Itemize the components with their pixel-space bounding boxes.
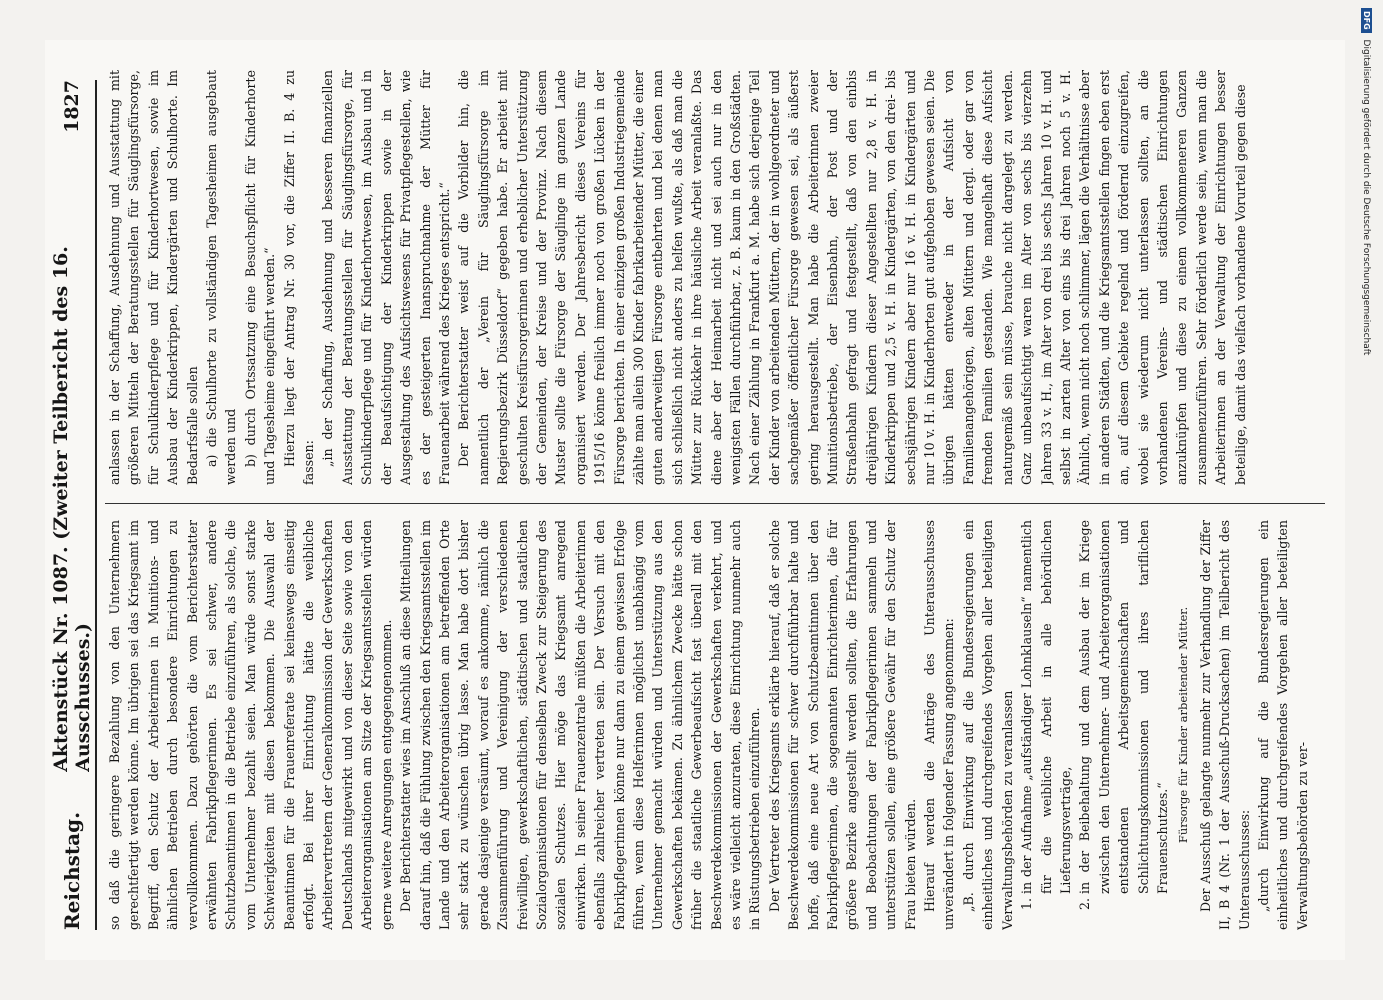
dfg-logo: DFG <box>1361 8 1372 33</box>
paragraph: Der Berichterstatter weist auf die Vorbilder hin, die namentlich der „Verein für Säuglingsfürsorge im Regierungsbezirk Düsseldorf“ gegeben habe. Er arbeitet mit geschulten Kreisfürsorgerinnen und erheblicher Unterstützung der Gemeinden, der Kreise und der Provinz. Nach diesem Muster sollte die Fürsorge der Säuglinge im ganzen Lande organisiert werden. Der Jahresbericht dieses Vereins für 1915/16 könne freilich immer noch von großen Lücken in der Fürsorge berichten. In einer einzigen großen Industriegemeinde zählte man allein 300 Kinder fabrikarbeitender Mütter, die einer guten anderweitigen Fürsorge entbehrten und bei denen man sich schließlich nicht anders zu helfen wußte, als daß man die Mütter zur Rückkehr in ihre häusliche Arbeit veranlaßte. Das diene aber der Heimarbeit nicht und sei auch nur in den wenigsten Fällen durchführbar, z. B. kaum in den Großstädten. Nach einer Zählung in Frankfurt a. M. habe sich derjenige Teil der Kinder von arbeitenden Müttern, der in wohlgeordneter und sachgemäßer öffentlicher Fürsorge gewesen sei, als äußerst gering herausgestellt. Man habe die Arbeiterinnen zweier Munitionsbetriebe, der Eisenbahn, der Post und der Straßenbahn gefragt und festgestellt, daß von den einbis dreijährigen Kindern dieser Angestellten nur 2,8 v. H. in Kinderkrippen und 2,5 v. H. in Kindergärten, von den drei- bis sechsjährigen Kindern aber nur 16 v. H. in Kindergärten und nur 10 v. H. in Kinderhorten gut aufgehoben gewesen seien. Die übrigen hätten entweder in der Aufsicht von Familienangehörigen, alten Müttern und dergl. oder gar von fremden Familien gestanden. Wie mangelhaft diese Aufsicht naturgemäß sein müsse, brauche nicht dargelegt zu werden. Ganz unbeaufsichtigt waren im Alter von sechs bis vierzehn Jahren 33 v. H., im Alter von drei bis sechs Jahren 10 v. H. und selbst in zarten Alter von eins bis drei Jahren noch 5 v. H. Ähnlich, wenn nicht noch schlimmer, lägen die Verhältnisse aber in anderen Städten, und die Kriegsamtsstellen fingen eben erst an, auf diesem Gebiete regelnd und fördernd einzugreifen, wobei sie wiederum nicht unterlassen sollten, an die vorhandenen Vereins- und städtischen Einrichtungen anzuknüpfen und diese zu einem vollkommeneren Ganzen zusammenzuführen. Sehr förderlich werde sein, wenn man die Arbeiterinnen an der Verwaltung der Einrichtungen besser beteilige, damit das vielfach vorhandene Vorurteil gegen diese <box>456 70 1248 485</box>
credit-text: Digitalisierung gefördert durch die Deutsche Forschungsgemeinschaft <box>1361 39 1371 356</box>
paragraph: Der Ausschuß gelangte nunmehr zur Verhandlung der Ziffer II, B 4 (Nr. 1 der Ausschuß-Drucksachen) im Teilbericht des Unterausschusses: <box>1197 520 1252 930</box>
paragraph: „B. durch Einwirkung auf die Bundesregierungen ein einheitliches und durchgreifendes Vorgehen aller beteiligten Verwaltungsbehörden zu veranlassen <box>960 520 1015 930</box>
running-head-title: Aktenstück Nr. 1087. (Zweiter Teilbericht des 16. Ausschusses.) <box>50 246 94 772</box>
paragraph: so daß die geringere Bezahlung von den Unternehmern gerechtfertigt werden könne. Im übrigen sei das Kriegsamt im Begriff, den Schutz der Arbeiterinnen in Munitions- und ähnlichen Betrieben durch besondere Einrichtungen zu vervollkommnen. Dazu gehörten die vom Berichterstatter erwähnten Fabrikpflegerinnen. Es sei schwer, andere Schutzbeamtinnen in die Betriebe einzuführen, als solche, die vom Unternehmer bezahlt seien. Man würde sonst starke Schwierigkeiten mit diesen bekommen. Die Auswahl der Beamtinnen für die Frauenreferate sei keineswegs einseitig erfolgt. Bei ihrer Einrichtung hätte die weibliche Arbeitervertretern der Generalkommission der Gewerkschaften Deutschlands mitgewirkt und von dieser Seite sowie von den Arbeiterorganisationen am Sitze der Kriegsamtsstellen würden gerne weitere Anregungen entgegengenommen. <box>107 520 394 930</box>
left-column <box>105 520 1325 930</box>
list-item: a) die Schulhorte zu vollständigen Tagesheimen ausgebaut werden und <box>204 70 239 485</box>
right-column <box>105 70 1325 485</box>
credit-text-block <box>1361 8 1372 355</box>
list-item: 2. in der Beibehaltung und dem Ausbau der im Kriege zwischen den Unternehmer- und Arbeiterorganisationen entstandenen Arbeitsgemeinschaften und Schlichtungskommissionen und ihres tariflichen Frauenschutzes.“ <box>1075 520 1172 894</box>
header-rule <box>95 80 97 930</box>
paragraph: „in der Schaffung, Ausdehnung und besseren finanziellen Ausstattung der Beratungsstellen für Säuglingsfürsorge, für Schulkinderpflege und für Kinderhortwesen, im Ausbau und in der Beaufsichtigung der Kinderkrippen sowie in der Ausgestaltung des Aufsichtswesens für Privatpflegestellen, wie es der gesteigerten Inanspruchnahme der Mütter für Frauenarbeit während des Krieges entspricht.“ <box>320 70 452 485</box>
list-item: b) durch Ortssatzung eine Besuchspflicht für Kinderhorte und Tagesheime eingeführt werden.“ <box>242 70 278 485</box>
section-subheading: Fürsorge für Kinder arbeitender Mütter. <box>1176 606 1191 844</box>
running-head <box>50 80 94 930</box>
paragraph: „durch Einwirkung auf die Bundesregierungen ein einheitliches und durchgreifendes Vorgehen aller beteiligten Verwaltungsbehörden zu ver- <box>1255 520 1310 930</box>
paragraph: Der Berichterstatter wies im Anschluß an diese Mitteilungen darauf hin, daß die Fühlung zwischen den Kriegsamtsstellen im Lande und den Arbeiterorganisationen am betreffenden Orte sehr stark zu wünschen übrig lasse. Man habe dort bisher gerade dasjenige versäumt, worauf es ankomme, nämlich die Zusammenführung und Vereinigung der verschiedenen freiwilligen, gewerkschaftlichen, städtischen und staatlichen Sozialorganisationen für denselben Zweck zur Steigerung des sozialen Schutzes. Hier möge das Kriegsamt anregend einwirken. In seiner Frauenzentrale müßten die Arbeiterinnen ebenfalls zahlreicher vertreten sein. Der Versuch mit den Fabrikpflegerinnen könne nur dann zu einem gewissen Erfolge führen, wenn diese Helferinnen möglichst unabhängig vom Unternehmer gemacht würden und Unterstützung aus den Gewerkschaften bekämen. Zu ähnlichem Zwecke hätte schon früher die staatliche Gewerbeaufsicht fast überall mit den Beschwerdekommissionen der Gewerkschaften verkehrt, und es wäre vielleicht anzuraten, diese Einrichtung nunmehr auch in Rüstungsbetrieben einzuführen. <box>398 520 763 930</box>
paragraph: Hierzu liegt der Antrag Nr. 30 vor, die Ziffer II. B. 4 zu fassen: <box>281 70 317 485</box>
paragraph: anlassen in der Schaffung, Ausdehnung und Ausstattung mit größeren Mitteln der Beratungsstellen für Säuglingsfürsorge, für Schulkinderpflege und für Kinderhortwesen, sowie im Ausbau der Kinderkrippen, Kindergärten und Schulhorte. Im Bedarfsfalle sollen <box>107 70 200 485</box>
paragraph: Hierauf werden die Anträge des Unterausschusses unverändert in folgender Fassung angenommen: <box>922 520 957 930</box>
page-number: 1827 <box>61 80 83 133</box>
side-credit <box>1354 0 1382 1000</box>
list-item: 1. in der Aufnahme „aufständiger Lohnklauseln“ namentlich für die weibliche Arbeit in alle behördlichen Lieferungsverträge, <box>1017 520 1075 894</box>
numbered-list <box>1017 520 1172 930</box>
paragraph: Der Vertreter des Kriegsamts erklärte hierauf, daß er solche Beschwerdekommissionen für schwer durchführbar halte und hoffe, daß eine neue Art von Schutzbeamtinnen über den Fabrikpflegerinnen, die sogenannten Einrichterinnen, die für größere Bezirke angestellt werden sollten, die Erfahrungen und Beobachtungen der Fabrikpflegerinnen sammeln und unterstützen sollen, eine größere Gewähr für den Schutz der Frau bieten würden. <box>766 520 918 930</box>
running-head-left: Reichstag. <box>60 811 84 930</box>
page-content <box>45 40 1345 960</box>
column-divider <box>105 503 1325 504</box>
